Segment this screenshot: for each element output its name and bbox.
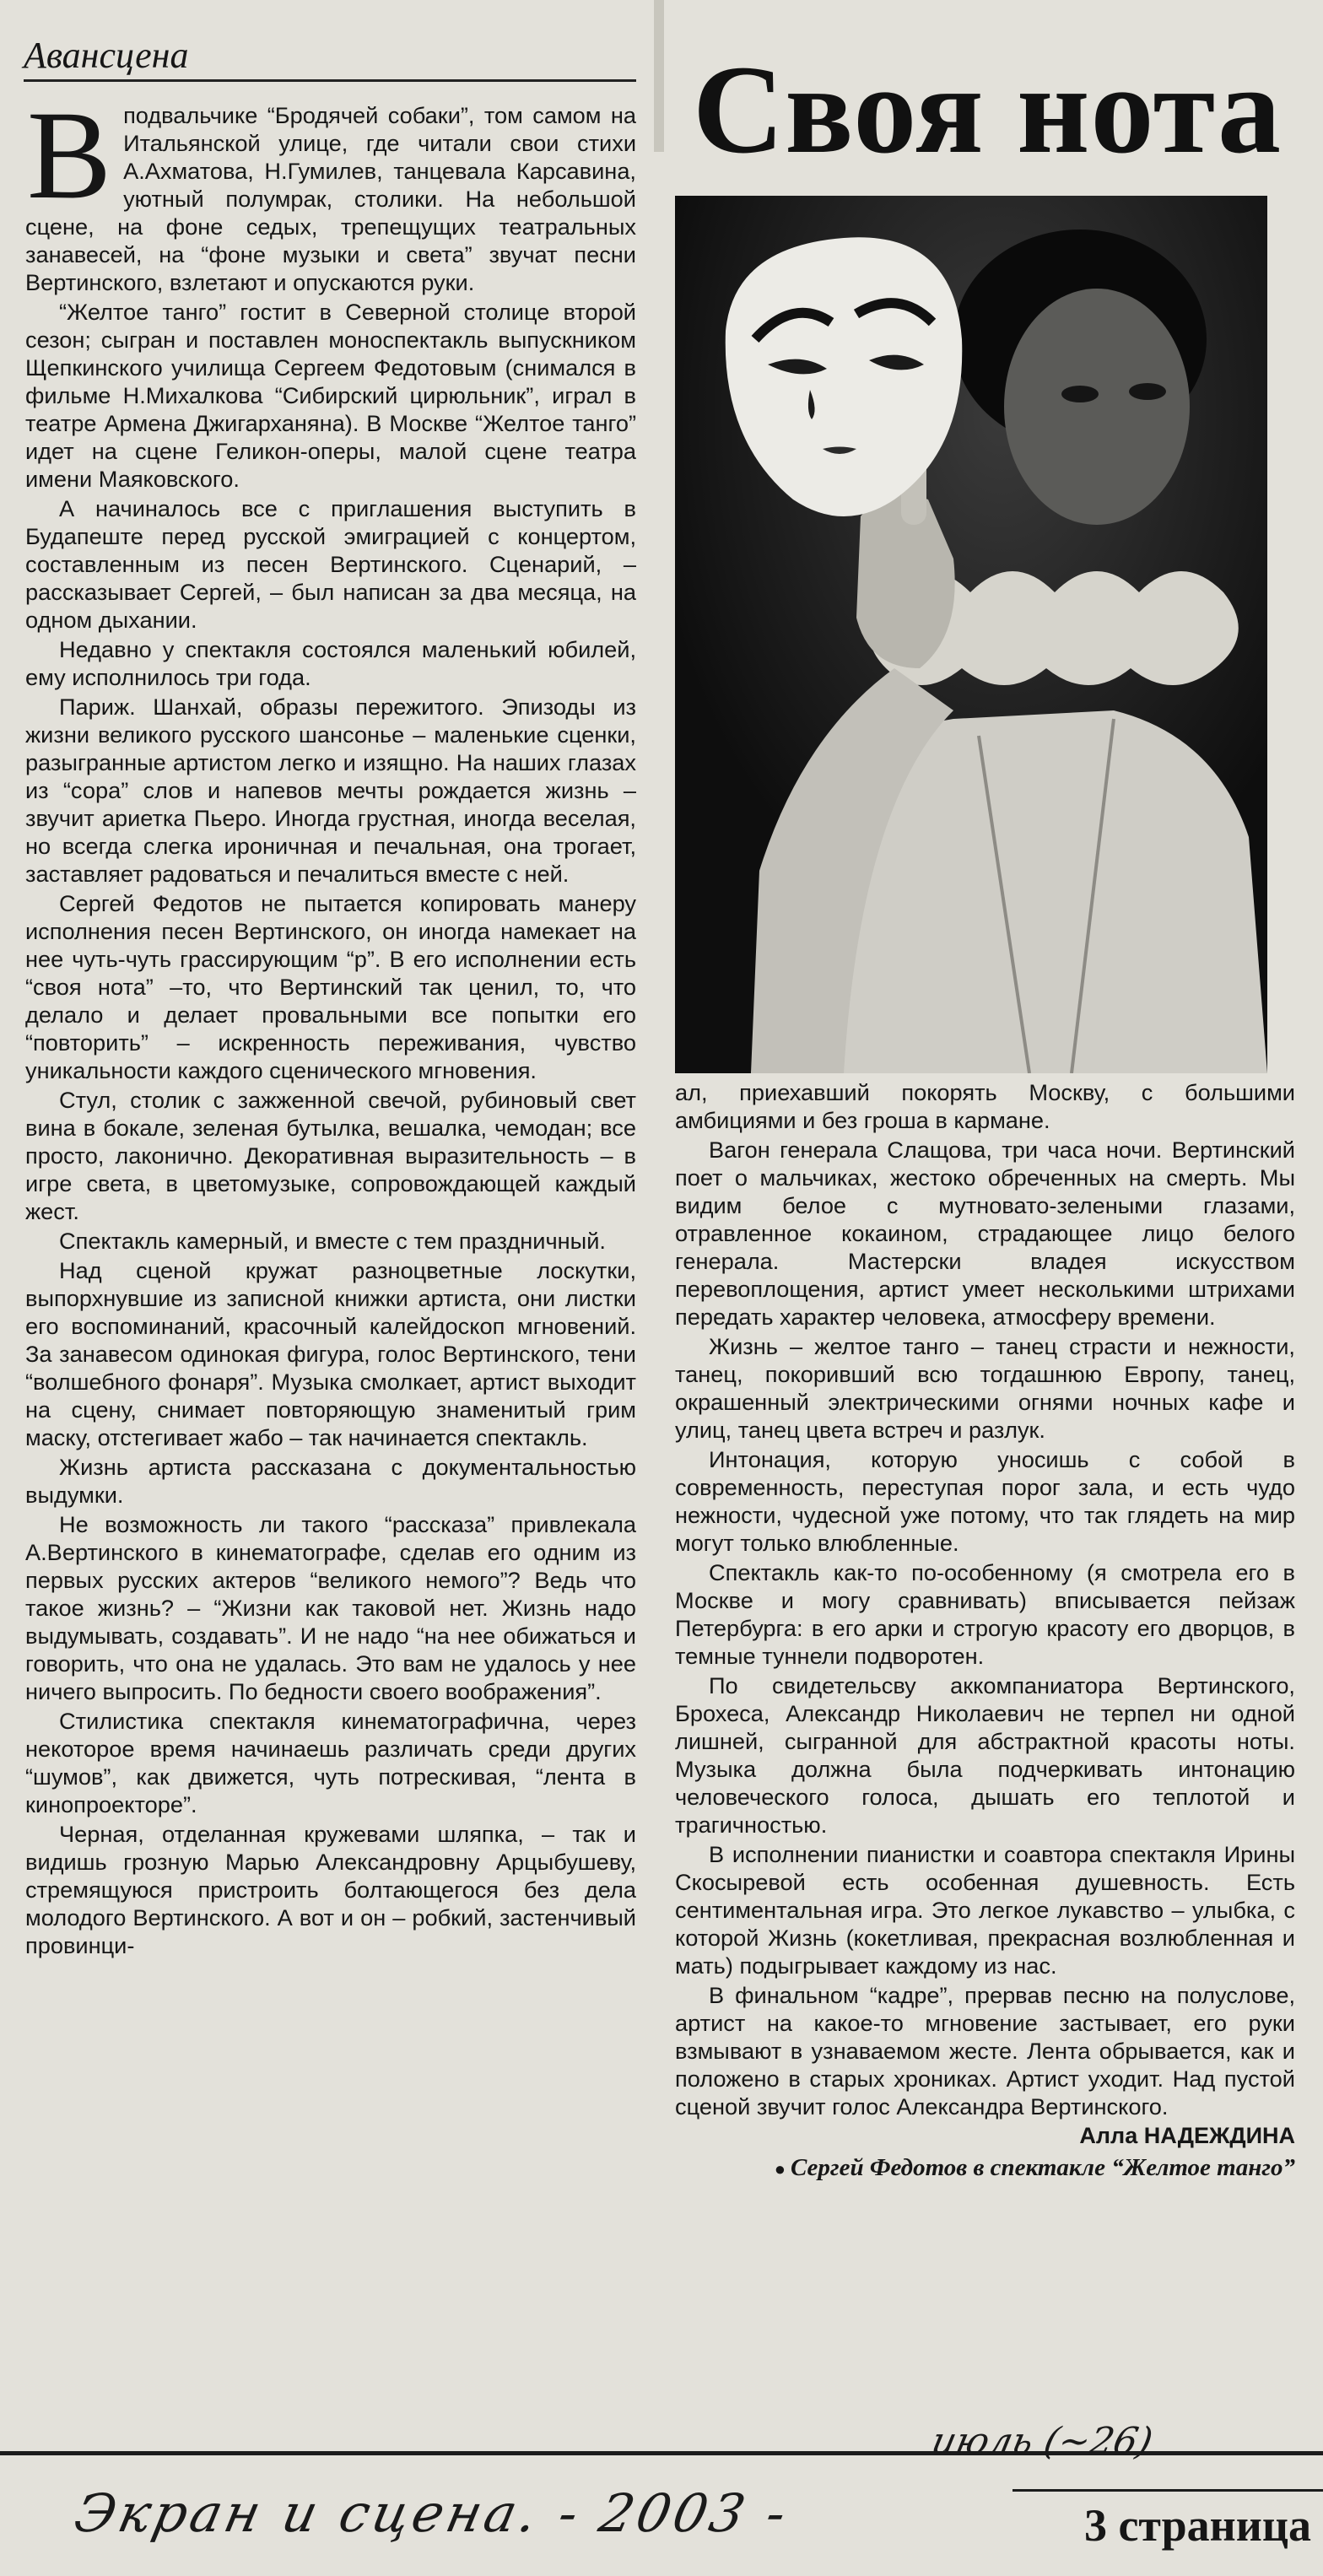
article-left-column <box>25 85 636 1959</box>
article-paragraph: По свидетельсву аккомпаниатора Вертинского, Брохеса, Александр Николаевич не терпел ни одной лишней, сыгранной для абстрактной красоты ноты. Музыка должна была подчеркивать интонацию человеческого голоса, дышать его теплотой и трагичностью. <box>675 1672 1295 1838</box>
article-paragraph: Стилистика спектакля кинематографична, через некоторое время начинаешь различать среди других “шумов”, как движется, чуть потрескивая, “лента в кинопроекторе”. <box>25 1708 636 1817</box>
article-paragraph: В исполнении пианистки и соавтора спектакля Ирины Скосыревой есть особенная душевность. Есть сентиментальная игра. Это легкое лукавство – улыбка, с которой Жизнь (кокетливая, прекрасная возлюбленная и мать) подыгрывает каждому из нас. <box>675 1841 1295 1979</box>
article-right-column <box>675 1078 1295 2184</box>
drop-cap: В <box>27 85 112 225</box>
article-headline: Своя нота <box>692 40 1282 180</box>
article-paragraph: А начиналось все с приглашения выступить в Будапеште перед русской эмиграцией с концертом, составленным из песен Вертинского. Сценарий, – рассказывает Сергей, – был написан за два месяца, на одном дыхании. <box>25 495 636 633</box>
article-paragraph: Спектакль как-то по-особенному (я смотрела его в Москве и могу сравнивать) вписывается пейзаж Петербурга: в его арки и строгую красоту его дворцов, в темные туннели подворотен. <box>675 1559 1295 1669</box>
article-paragraph: Сергей Федотов не пытается копировать манеру исполнения песен Вертинского, он иногда намекает на нее чуть-чуть грассирующим “р”. В его исполнении есть “своя нота” –то, что Вертинский так ценил, то, что делало и делает провальными все попытки его “повторить” – искренность переживания, чувство уникальности каждого сценического мгновения. <box>25 890 636 1083</box>
author-signature: Алла НАДЕЖДИНА <box>1079 2123 1295 2148</box>
bullet-icon: ● <box>774 2158 786 2179</box>
article-paragraph: Стул, столик с зажженной свечой, рубиновый свет вина в бокале, зеленая бутылка, вешалка, чемодан; все просто, лаконично. Декоративная выразительность – в игре света, в цветомузыке, сопровождающей каждый жест. <box>25 1087 636 1224</box>
article-paragraph: “Желтое танго” гостит в Северной столице второй сезон; сыгран и поставлен моноспектакль выпускником Щепкинского училища Сергеем Федотовым (снимался в фильме Н.Михалкова “Сибирский цирюльник”, играл в театре Армена Джигарханяна). В Москве “Желтое танго” идет на сцене Геликон-оперы, малой сцене театра имени Маяковского. <box>25 299 636 492</box>
article-paragraph: Черная, отделанная кружевами шляпка, – так и видишь грозную Марью Александровну Арцыбушеву, стремящуюся пристроить болтающегося без дела молодого Вертинского. А вот и он – робкий, застенчивый провинци- <box>25 1821 636 1958</box>
pierrot-photo-illustration <box>675 196 1267 1073</box>
article-photo <box>675 196 1267 1073</box>
photo-caption <box>675 2153 1295 2184</box>
page-number-rule <box>1012 2489 1323 2492</box>
article-paragraph: ал, приехавший покорять Москву, с большими амбициями и без гроша в кармане. <box>675 1079 1295 1133</box>
article-paragraph: Недавно у спектакля состоялся маленький юбилей, ему исполнилось три года. <box>25 636 636 690</box>
article-paragraph: Жизнь артиста рассказана с документальностью выдумки. <box>25 1454 636 1508</box>
article-paragraph: Париж. Шанхай, образы пережитого. Эпизоды из жизни великого русского шансонье – маленькие сценки, разыгранные артистом легко и изящно. На наших глазах из “сора” слов и напевов мечты рождается жизнь – звучит ариетка Пьеро. Иногда грустная, иногда веселая, но всегда слегка ироничная и печальная, она трогает, заставляет радоваться и печалиться вместе с ней. <box>25 694 636 887</box>
handwritten-source-note: Экран и сцена. - 2003 - <box>69 2482 796 2544</box>
article-paragraph: Спектакль камерный, и вместе с тем праздничный. <box>59 1228 606 1254</box>
article-paragraph: Жизнь – желтое танго – танец страсти и нежности, танец, покоривший всю тогдашнюю Европу, танец, окрашенный электрическими огнями ночных кафе и улиц, танец цвета встреч и разлук. <box>675 1333 1295 1443</box>
article-paragraph: Вподвальчике “Бродячей собаки”, том самом на Итальянской улице, где читали свои стихи А.Ахматова, Н.Гумилев, танцевала Карсавина, уютный полумрак, столики. На небольшой сцене, на фоне седых, трепещущих театральных занавесей, на “фоне музыки и света” звучат песни Вертинского, взлетают и опускаются руки. <box>25 85 636 295</box>
handwritten-date: июль (~26) <box>927 2420 1157 2463</box>
section-rubric: Авансцена <box>24 32 636 82</box>
photo-caption-text: Сергей Федотов в спектакле “Желтое танго” <box>791 2154 1295 2181</box>
article-paragraph: В финальном “кадре”, прервав песню на полуслове, артист на какое-то мгновение застывает, его руки взмывают в узнаваемом жесте. Лента обрывается, как и положено в старых хрониках. Артист уходит. Над пустой сценой звучит голос Александра Вертинского. <box>675 1982 1295 2120</box>
adjacent-page-edge <box>654 0 664 152</box>
article-paragraph: Не возможность ли такого “рассказа” привлекала А.Вертинского в кинематографе, сделав его одним из первых русских актеров “великого немого”? Ведь что такое жизнь? – “Жизни как таковой нет. Жизнь надо выдумывать, создавать”. И не надо “на нее обижаться и говорить, что она не удалась. Это вам не удалось у нее ничего выпросить. По бедности своего воображения”. <box>25 1511 636 1704</box>
page-number: 3 страница <box>1083 2500 1311 2551</box>
article-paragraph: Интонация, которую уносишь с собой в современность, переступая порог зала, и есть чудо нежности, чудесной уже потому, что так глядеть на мир могут только влюбленные. <box>675 1446 1295 1556</box>
article-paragraph: Вагон генерала Слащова, три часа ночи. Вертинский поет о мальчиках, жестоко обреченных на смерть. Мы видим белое с мутновато-зелеными глазами, отравленное кокаином, страдающее лицо белого генерала. Мастерски владея искусством перевоплощения, артист умеет несколькими штрихами передать характер человека, атмосферу времени. <box>675 1137 1295 1330</box>
article-paragraph: Над сценой кружат разноцветные лоскутки, выпорхнувшие из записной книжки артиста, они листки его воспоминаний, красочный калейдоскоп мгновений. За занавесом одинокая фигура, голос Вертинского, тени “волшебного фонаря”. Музыка смолкает, артист выходит на сцену, снимает повторяющую знаменитый грим маску, отстегивает жабо – так начинается спектакль. <box>25 1257 636 1450</box>
